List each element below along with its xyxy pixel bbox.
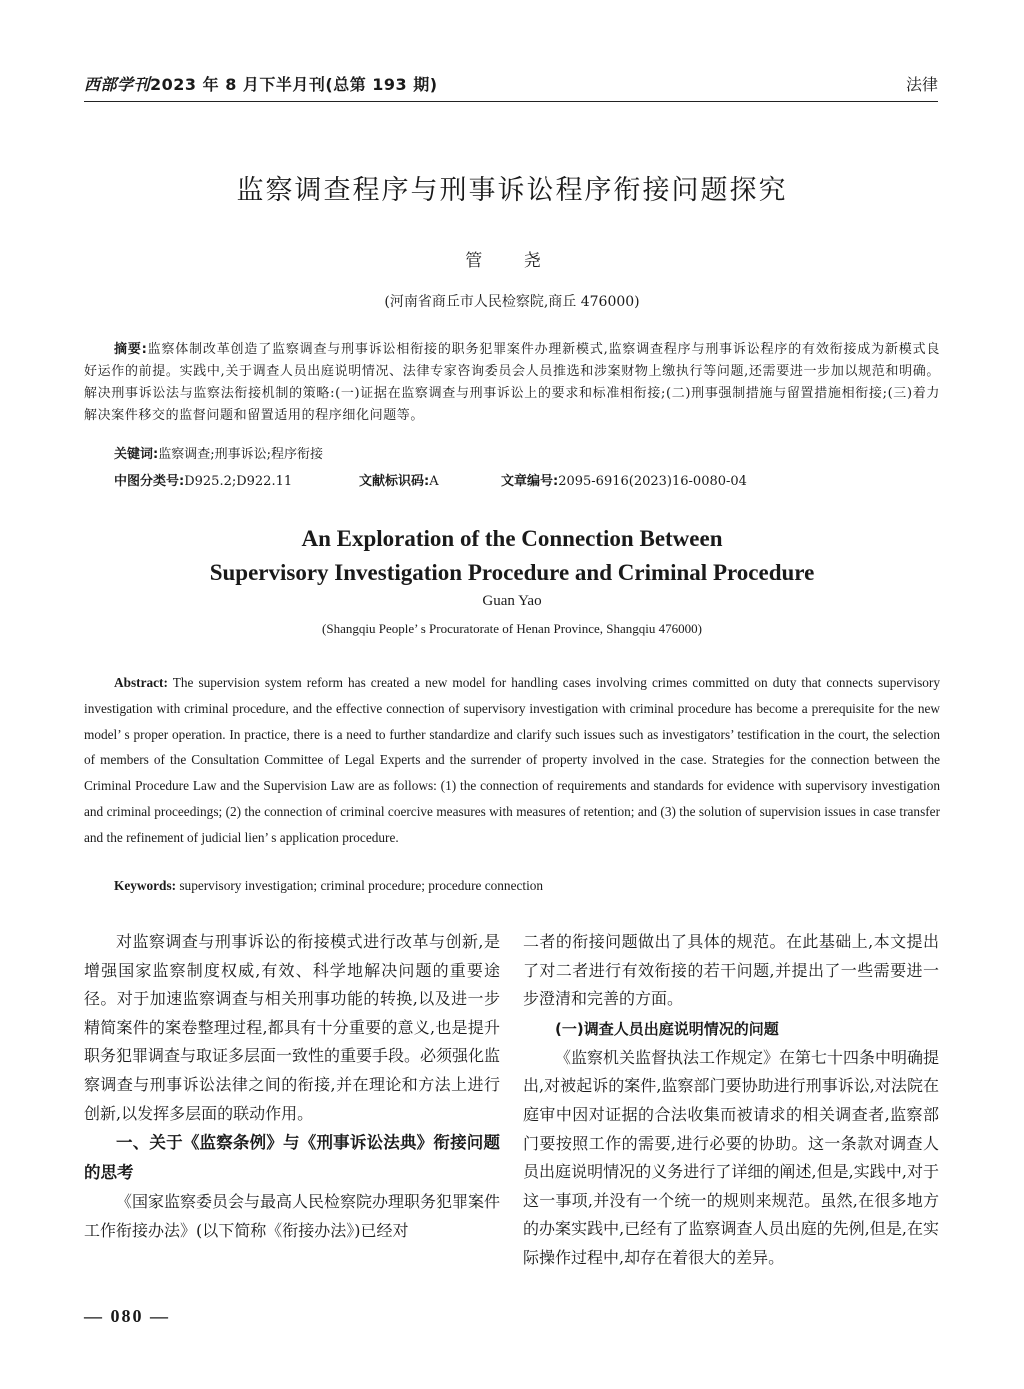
section-label: 法律	[905, 75, 938, 94]
abstract-en-text: The supervision system reform has created a new model for handling cases involving crimes committed on duty that connects supervisory investigation with criminal procedure, and the effective connection of supervisory investigation with criminal procedure has become a prerequisite for the new model’ s proper operation. In practice, there is a need to further standardize and clarify such issues such as investigators’ testification in the court, the selection of members of the Consultation Committee of Legal Experts and the surrender of property involved in the case. Strategies for the connection between the Criminal Procedure Law and the Supervision Law are as follows: (1) the connection of requirements and standards for evidence with supervisory investigation and criminal proceedings; (2) the connection of criminal coercive measures with measures of retention; and (3) the solution of supervision issues in case transfer and the refinement of judicial lien’ s application procedure.	[84, 675, 940, 845]
issue-label: 2023 年 8 月下半月刊(总第 193 期)	[150, 75, 438, 94]
doc-code-label: 文献标识码:	[359, 474, 430, 489]
journal-logo: 西部学刊	[84, 75, 151, 94]
paper-title-en-line2: Supervisory Investigation Procedure and Criminal Procedure	[209, 560, 815, 585]
clc-value: D925.2;D922.11	[184, 474, 293, 489]
paper-title-cn: 监察调查程序与刑事诉讼程序衔接问题探究	[236, 175, 788, 206]
body-paragraph: 《监察机关监督执法工作规定》在第七十四条中明确提出,对被起诉的案件,监察部门要协助进行刑事诉讼,对法院在庭审中因对证据的合法收集而被请求的相关调查者,监察部门要按照工作的需要,进行必要的协助。这一条款对调查人员出庭说明情况的义务进行了详细的阐述,但是,实践中,对于这一事项,并没有一个统一的规则来规范。虽然,在很多地方的办案实践中,已经有了监察调查人员出庭的先例,但是,在实际操作过程中,却存在着很大的差异。	[523, 1047, 940, 1267]
author-en: Guan Yao	[482, 593, 542, 609]
affiliation-cn: (河南省商丘市人民检察院,商丘 476000)	[384, 294, 640, 310]
author-cn: 管 尧	[465, 251, 559, 271]
clc-item	[114, 470, 359, 489]
abstract-en-label: Abstract:	[114, 675, 168, 690]
body-paragraph: 《国家监察委员会与最高人民检察院办理职务犯罪案件工作衔接办法》(以下简称《衔接办法》)已经对	[84, 1192, 501, 1240]
header-rule	[84, 101, 938, 102]
paper-title-en-line1: An Exploration of the Connection Between	[301, 526, 723, 551]
affiliation-en: (Shangqiu People’ s Procuratorate of Henan Province, Shangqiu 476000)	[322, 621, 702, 636]
paper-title-en	[0, 522, 1024, 590]
doc-code-item	[359, 470, 501, 489]
article-no-value: 2095-6916(2023)16-0080-04	[558, 474, 747, 489]
doc-code-value: A	[429, 474, 439, 489]
abstract-cn	[84, 339, 940, 427]
keywords-en-text: supervisory investigation; criminal procedure; procedure connection	[179, 878, 544, 893]
keywords-cn-label: 关键词:	[114, 447, 159, 462]
body-column-left	[84, 928, 500, 1245]
running-header	[84, 72, 938, 100]
body-paragraph: 二者的衔接问题做出了具体的规范。在此基础上,本文提出了对二者进行有效衔接的若干问题,并提出了一些需要进一步澄清和完善的方面。	[523, 932, 939, 1009]
abstract-cn-label: 摘要:	[114, 342, 148, 357]
journal-issue	[84, 72, 438, 95]
article-no-item	[501, 470, 747, 489]
article-no-label: 文章编号:	[501, 474, 559, 489]
classification-row	[114, 470, 914, 489]
subsection-heading-1: (一)调查人员出庭说明情况的问题	[555, 1019, 779, 1038]
keywords-en-label: Keywords:	[114, 878, 177, 893]
body-paragraph: 对监察调查与刑事诉讼的衔接模式进行改革与创新,是增强国家监察制度权威,有效、科学地解决问题的重要途径。对于加速监察调查与相关刑事功能的转换,以及进一步精简案件的案卷整理过程,都具有十分重要的意义,也是提升职务犯罪调查与取证多层面一致性的重要手段。必须强化监察调查与刑事诉讼法律之间的衔接,并在理论和方法上进行创新,以发挥多层面的联动作用。	[84, 932, 501, 1123]
abstract-en	[84, 670, 940, 851]
keywords-en	[114, 878, 543, 894]
section-heading-1: 一、关于《监察条例》与《刑事诉讼法典》衔接问题的思考	[84, 1133, 500, 1183]
body-column-right	[523, 928, 939, 1273]
keywords-cn-text: 监察调查;刑事诉讼;程序衔接	[158, 447, 323, 462]
page-number: — 080 —	[84, 1306, 170, 1326]
clc-label: 中图分类号:	[114, 474, 185, 489]
abstract-cn-text: 监察体制改革创造了监察调查与刑事诉讼相衔接的职务犯罪案件办理新模式,监察调查程序与刑事诉讼程序的有效衔接成为新模式良好运作的前提。实践中,关于调查人员出庭说明情况、法律专家咨询委员会人员推选和涉案财物上缴执行等问题,还需要进一步加以规范和明确。解决刑事诉讼法与监察法衔接机制的策略:(一)证据在监察调查与刑事诉讼上的要求和标准相衔接;(二)刑事强制措施与留置措施相衔接;(三)着力解决案件移交的监督问题和留置适用的程序细化问题等。	[84, 342, 940, 423]
keywords-cn	[114, 443, 323, 462]
